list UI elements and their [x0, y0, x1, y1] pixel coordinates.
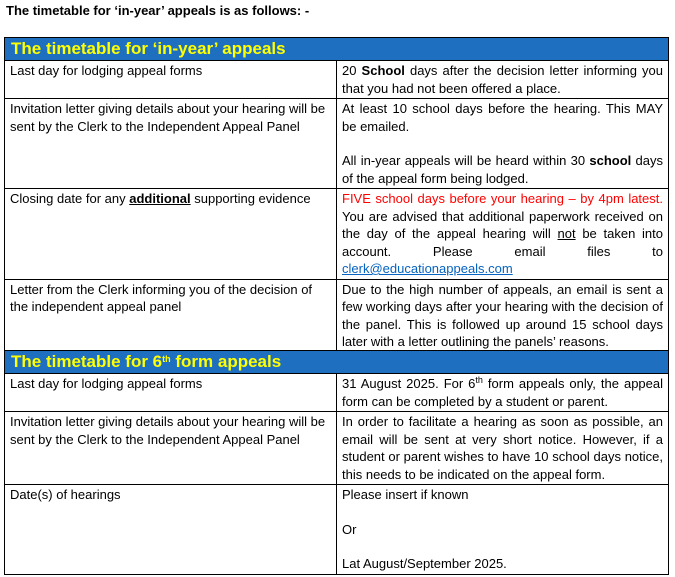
row-value-underline-text: not — [557, 226, 576, 241]
row-value-text: be taken into account. Please email files to — [342, 226, 664, 259]
row-value-text: All in-year appeals will be heard within 30 — [342, 153, 590, 168]
sixth-table-title-superscript: th — [162, 354, 171, 364]
row-value — [337, 189, 669, 280]
row-value-text: You are advised that additional paperwork received on the day of the appeal hearing will — [342, 208, 663, 241]
row-value-paragraph: Lat August/September 2025. — [342, 556, 507, 571]
row-value: Due to the high number of appeals, an email is sent a few working days after your hearing with the decision of the panel. This is followed up around 15 school days later with a letter outlining the panels’ reasons. — [337, 279, 669, 352]
inyear-timetable-table — [4, 37, 669, 353]
paragraph-gap — [342, 538, 663, 555]
row-label-text: Closing date for any — [10, 191, 130, 206]
deadline-warning-text: FIVE school days before your hearing – by 4pm latest. — [342, 191, 663, 206]
inyear-table-header-row — [5, 38, 669, 61]
row-value-bold-text: school — [589, 153, 632, 168]
row-value — [337, 485, 669, 575]
table-row — [5, 485, 669, 575]
clerk-email-link[interactable]: clerk@educationappeals.com — [342, 261, 513, 276]
row-label: Last day for lodging appeal forms — [5, 374, 337, 412]
row-label: Invitation letter giving details about your hearing will be sent by the Clerk to the Independent Appeal Panel — [5, 412, 337, 485]
row-value-text: form appeals only, the appeal form can be completed by a student or parent. — [342, 376, 663, 409]
row-value-superscript: th — [475, 375, 483, 385]
row-value — [337, 99, 669, 189]
row-label: Date(s) of hearings — [5, 485, 337, 575]
table-row — [5, 279, 669, 352]
sixth-form-timetable-table — [4, 350, 669, 575]
inyear-table-title: The timetable for ‘in-year’ appeals — [5, 38, 669, 61]
row-value-text: days after the decision letter informing you that you had not been offered a place. — [342, 63, 663, 96]
row-value-text: 20 — [342, 63, 362, 78]
row-value-bold-text: School — [361, 63, 405, 78]
sixth-table-title-text: form appeals — [170, 352, 282, 371]
row-value-text: days of the appeal form being lodged. — [342, 153, 663, 186]
paragraph-gap — [342, 135, 663, 152]
sixth-table-title — [5, 351, 669, 374]
table-row — [5, 189, 669, 280]
row-value-paragraph: At least 10 school days before the hearing. This MAY be emailed. — [342, 101, 663, 134]
row-value: In order to facilitate a hearing as soon as possible, an email will be sent at very short notice. However, if a student or parent wishes to have 10 school days notice, this needs to be indicated on the appeal form. — [337, 412, 669, 485]
row-label — [5, 189, 337, 280]
row-value-text: 31 August 2025. For 6 — [342, 376, 476, 391]
row-label-text: supporting evidence — [190, 191, 311, 206]
row-value — [337, 374, 669, 412]
row-label-emphasis: additional — [129, 191, 191, 206]
row-label: Last day for lodging appeal forms — [5, 61, 337, 99]
paragraph-gap — [342, 504, 663, 521]
table-row — [5, 412, 669, 485]
table-row — [5, 99, 669, 189]
row-label: Letter from the Clerk informing you of the decision of the independent appeal panel — [5, 279, 337, 352]
row-value — [337, 61, 669, 99]
row-value-paragraph: Or — [342, 521, 357, 537]
table-row — [5, 61, 669, 99]
row-label: Invitation letter giving details about your hearing will be sent by the Clerk to the Independent Appeal Panel — [5, 99, 337, 189]
row-value-paragraph: Please insert if known — [342, 487, 469, 502]
table-row — [5, 374, 669, 412]
sixth-table-title-text: The timetable for 6 — [11, 352, 163, 371]
row-value-paragraph — [342, 152, 663, 187]
page-heading: The timetable for ‘in-year’ appeals is as follows: - — [6, 3, 310, 18]
sixth-table-header-row — [5, 351, 669, 374]
